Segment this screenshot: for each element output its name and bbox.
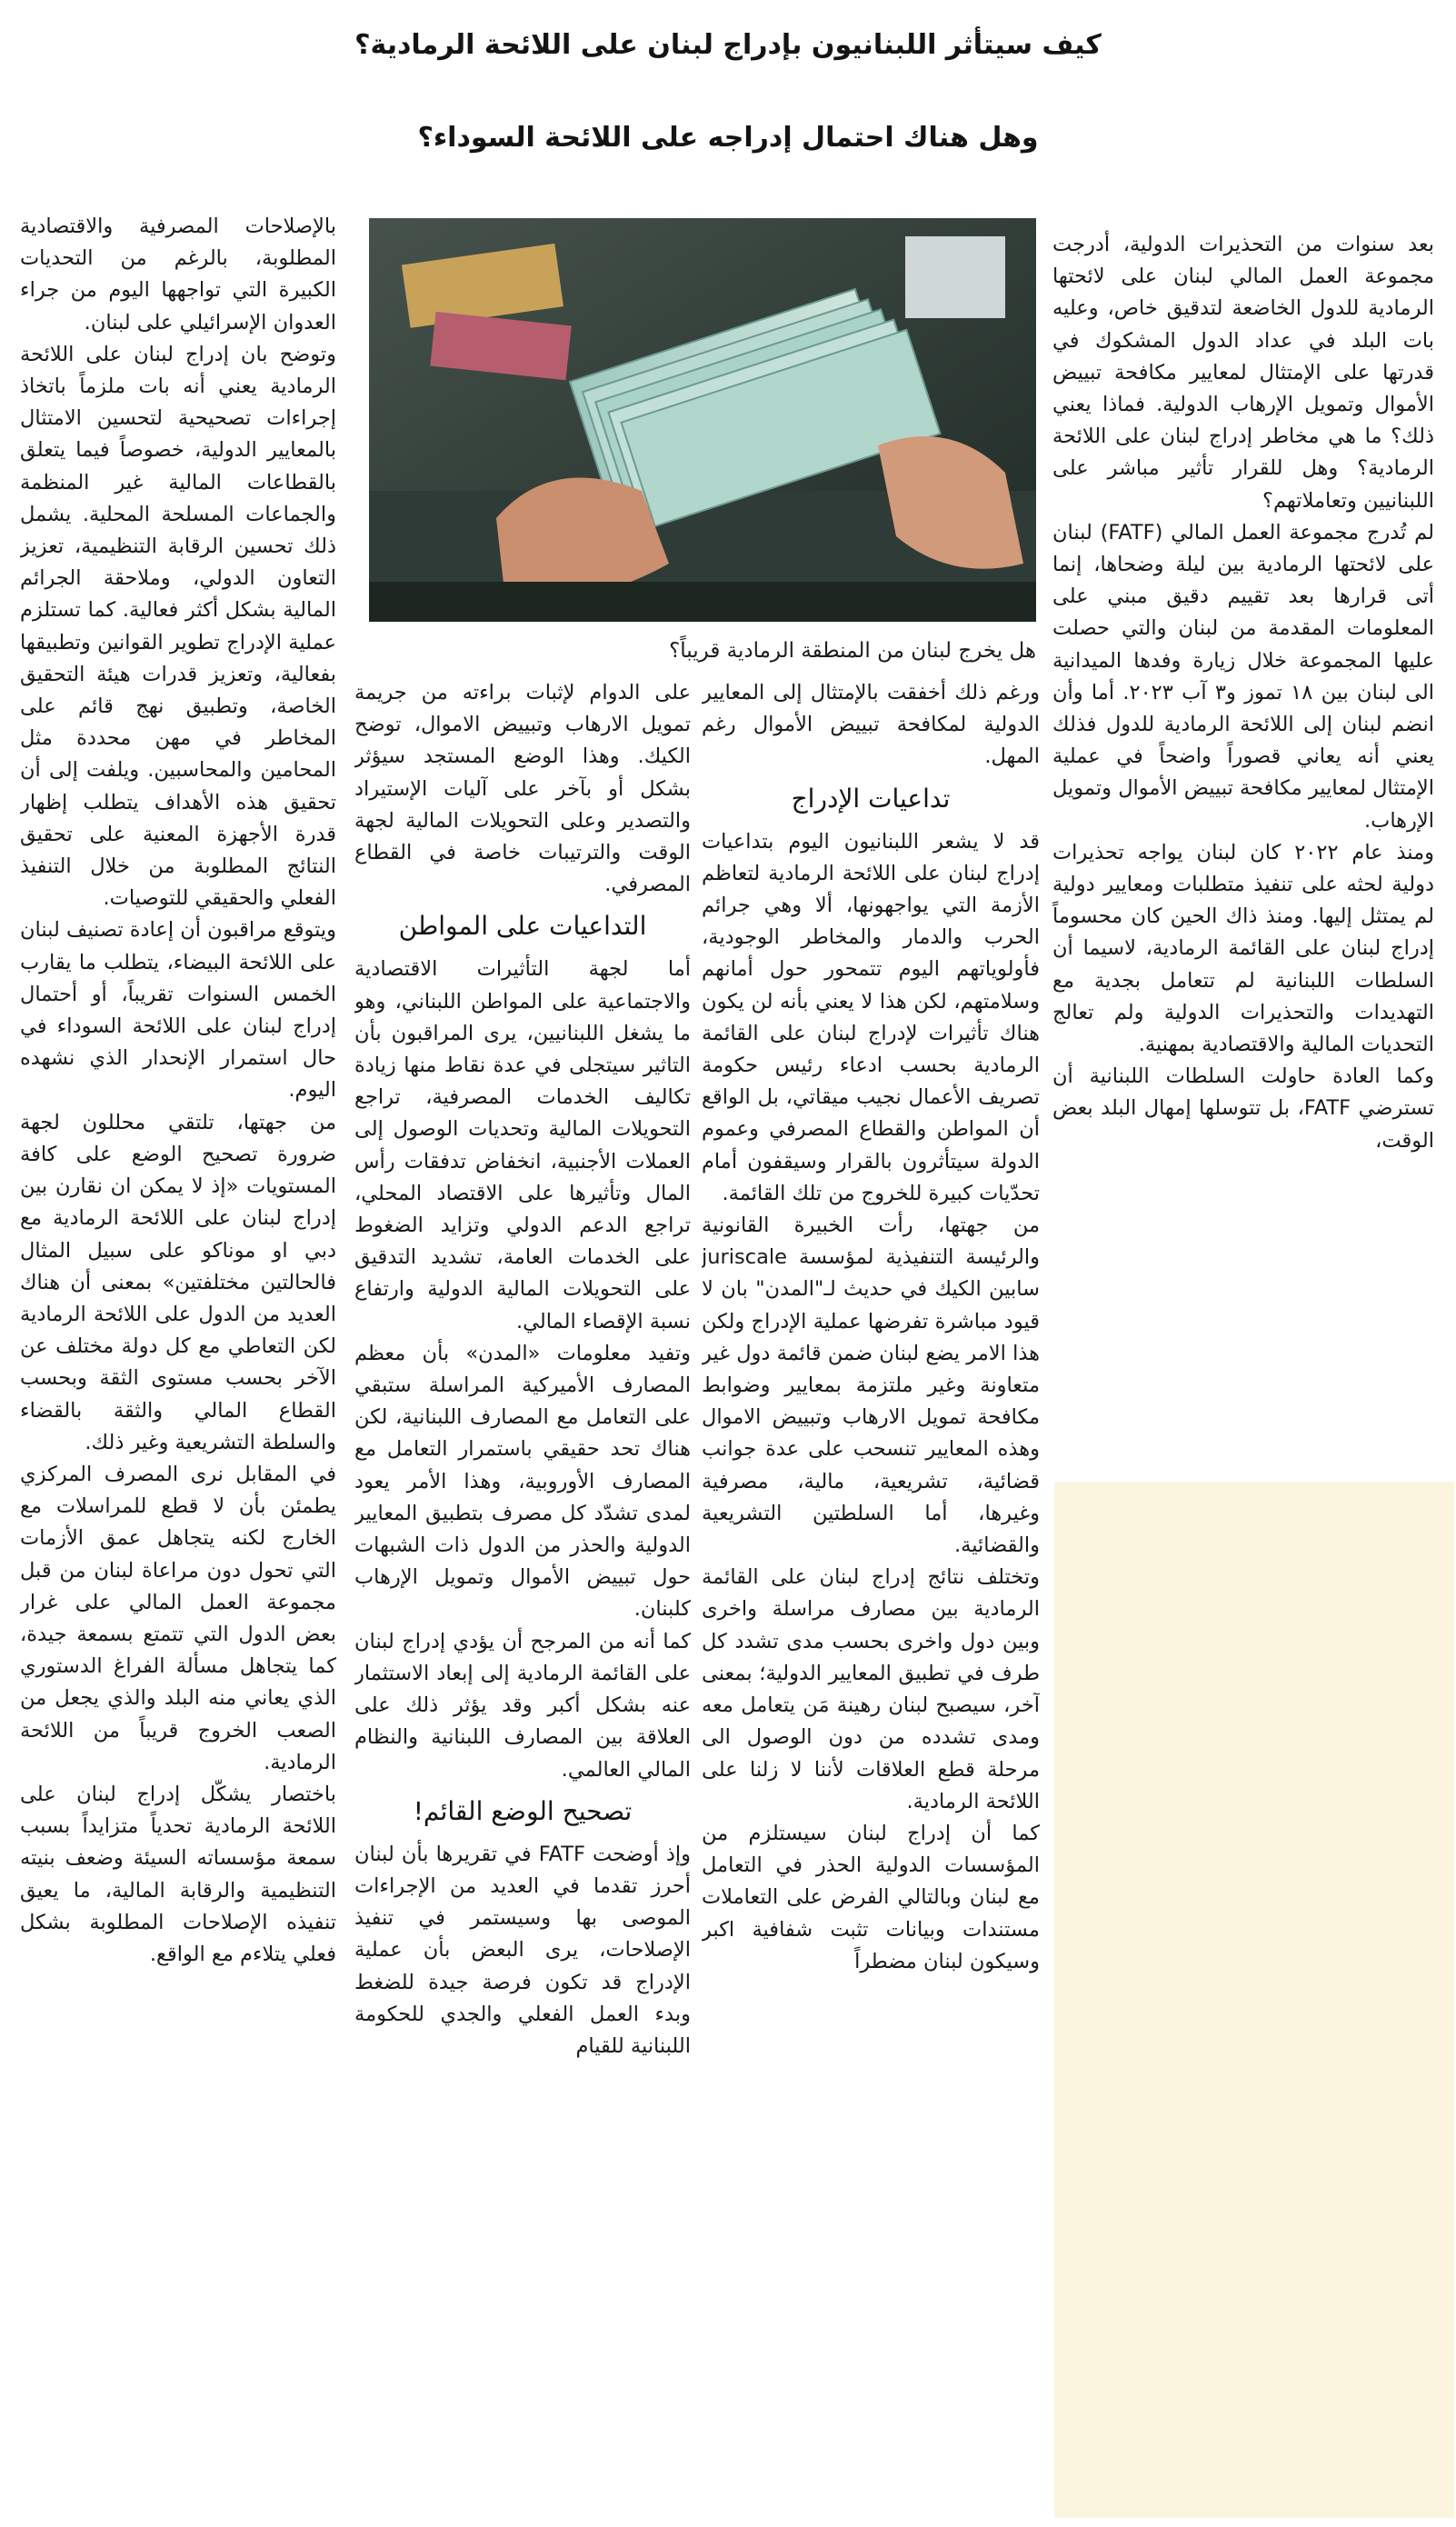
paragraph: أما لجهة التأثيرات الاقتصادية والاجتماعية على المواطن اللبناني، وهو ما يشغل اللبنانيين، يرى المراقبون بأن التاثير سيتجلى في عدة نقاط منها زيادة تكاليف الخدمات المصرفية، تراجع التحويلات المالية وتحديات الوصول إلى العملات الأجنبية، انخفاض تدفقات رأس المال وتأثيرها على الاقتصاد المحلي، تراجع الدعم الدولي وتزايد الضغوط على الخدمات العامة، تشديد التدقيق على التحويلات المالية الدولية وارتفاع نسبة الإقصاء المالي. <box>354 957 691 1333</box>
paragraph: كما أن إدراج لبنان سيستلزم من المؤسسات الدولية الحذر في التعامل مع لبنان وبالتالي الفرض على التعاملات مستندات وبيانات تثبت شفافية اكبر وسيكون لبنان مضطراً <box>702 1821 1040 1973</box>
paragraph: بالإصلاحات المصرفية والاقتصادية المطلوبة، بالرغم من التحديات الكبيرة التي تواجهها اليوم من جراء العدوان الإسرائيلي على لبنان. <box>20 215 336 335</box>
paragraph: على الدوام لإثبات براءته من جريمة تمويل الارهاب وتبييض الاموال، توضح الكيك. وهذا الوضع المستجد سيؤثر بشكل أو بآخر على آليات الإستيراد والتصدير وعلى التحويلات المالية لجهة الوقت والترتيبات خاصة في القطاع المصرفي. <box>354 681 691 897</box>
paragraph: وتفيد معلومات «المدن» بأن معظم المصارف الأميركية المراسلة ستبقي على التعامل مع المصارف اللبنانية، لكن هناك تحد حقيقي باستمرار التعامل مع المصارف الأوروبية، وهذا الأمر يعود لمدى تشدّد كل مصرف بتطبيق المعايير الدولية والحذر من الدول ذات الشبهات حول تبييض الأموال وتمويل الإرهاب كلبنان. <box>354 1341 691 1622</box>
paragraph: في المقابل نرى المصرف المركزي يطمئن بأن لا قطع للمراسلات مع الخارج لكنه يتجاهل عمق الأزمات التي تحول دون مراعاة لبنان من قبل مجموعة العمل المالي على غرار بعض الدول التي تتمتع بسمعة جيدة، كما يتجاهل مسألة الفراغ الدستوري الذي يعاني منه البلد والذي يجعل من الصعب الخروج قريباً من اللائحة الرمادية. <box>20 1462 336 1774</box>
article-column-1 <box>1052 229 1434 1474</box>
paragraph: لم تُدرج مجموعة العمل المالي (FATF) لبنان على لائحتها الرمادية بين ليلة وضحاها، إنما أتى قرارها بعد تقييم دقيق مبني على المعلومات المقدمة من لبنان والتي حصلت عليها المجموعة خلال زيارة وفدها الميدانية الى لبنان بين ١٨ تموز و٣ آب ٢٠٢٣. أما وأن انضم لبنان إلى اللائحة الرمادية للدول فذلك يعني أنه يعاني قصوراً واضحاً في عملية الإمتثال لمعايير مكافحة تبييض الأموال وتمويل الإرهاب. <box>1052 520 1434 833</box>
article-column-3 <box>354 677 691 2504</box>
highlight-background <box>1054 1482 1454 2518</box>
paragraph: قد لا يشعر اللبنانيون اليوم بتداعيات إدراج لبنان على اللائحة الرمادية لتعاظم الأزمة التي يواجهونها، ألا وهي جرائم الحرب والدمار والمخاطر الوجودية، فأولوياتهم اليوم تتمحور حول أمانهم وسلامتهم، لكن هذا لا يعني بأنه لن يكون هناك تأثيرات لإدراج لبنان على القائمة الرمادية بحسب ادعاء رئيس حكومة تصريف الأعمال نجيب ميقاتي، بل الواقع أن المواطن والقطاع المصرفي وعموم الدولة سيتأثرون بالقرار وسيقفون أمام تحدّيات كبيرة للخروج من تلك القائمة. <box>702 829 1040 1205</box>
article-column-4 <box>20 211 336 2511</box>
paragraph: من جهتها، رأت الخبيرة القانونية والرئيسة التنفيذية لمؤسسة juriscale سابين الكيك في حديث لـ"المدن" بان لا قيود مباشرة تفرضها عملية الإدراج ولكن هذا الامر يضع لبنان ضمن قائمة دول غير متعاونة وغير ملتزمة بمعايير وضوابط مكافحة تمويل الارهاب وتبييض الاموال وهذه المعايير تنسحب على عدة جوانب قضائية، تشريعية، مالية، مصرفية وغيرها، أما السلطتين التشريعية والقضائية. <box>702 1214 1040 1558</box>
paragraph: ورغم ذلك أخفقت بالإمتثال إلى المعايير الدولية لمكافحة تبييض الأموال رغم المهل. <box>702 681 1040 769</box>
photo-caption: هل يخرج لبنان من المنطقة الرمادية قريباً؟ <box>669 639 1036 663</box>
headline-line-1: كيف سيتأثر اللبنانيون بإدراج لبنان على اللائحة الرمادية؟ <box>354 29 1102 61</box>
headline-line-2: وهل هناك احتمال إدراجه على اللائحة السوداء؟ <box>417 122 1039 154</box>
article-column-2 <box>702 677 1040 2504</box>
paragraph: كما أنه من المرجح أن يؤدي إدراج لبنان على القائمة الرمادية إلى إبعاد الاستثمار عنه بشكل أكبر وقد يؤثر ذلك على العلاقة بين المصارف اللبنانية والنظام المالي العالمي. <box>354 1629 691 1782</box>
paragraph: من جهتها، تلتقي محللون لجهة ضرورة تصحيح الوضع على كافة المستويات «إذ لا يمكن ان نقارن بين إدراج لبنان على اللائحة الرمادية مع دبي او موناكو على سبيل المثال فالحالتين مختلفتين» بمعنى أن هناك العديد من الدول على اللائحة الرمادية لكن التعاطي مع كل دولة مختلف عن الآخر بحسب مستوى الثقة وبحسب القطاع المالي والثقة بالقضاء والسلطة التشريعية وغير ذلك. <box>20 1110 336 1454</box>
paragraph: وتختلف نتائج إدراج لبنان على القائمة الرمادية بين مصارف مراسلة واخرى وبين دول واخرى بحسب مدى تشدد كل طرف في تطبيق المعايير الدولية؛ بمعنى آخر، سيصبح لبنان رهينة مَن يتعامل معه ومدى تشدده من دون الوصول الى مرحلة قطع العلاقات لأننا لا زلنا على اللائحة الرمادية. <box>702 1565 1040 1813</box>
article-photo <box>369 218 1036 622</box>
section-heading: تصحيح الوضع القائم! <box>413 1795 633 1826</box>
section-heading: تداعيات الإدراج <box>791 783 951 814</box>
paragraph: بعد سنوات من التحذيرات الدولية، أدرجت مجموعة العمل المالي لبنان على لائحتها الرمادية للدول الخاضعة لتدقيق خاص، وعليه بات البلد في عداد الدول المشكوك في قدرتها على الإمتثال لمعايير مكافحة تبييض الأموال وتمويل الإرهاب الدولية. فماذا يعني ذلك؟ ما هي مخاطر إدراج لبنان على اللائحة الرمادية؟ وهل للقرار تأثير مباشر على اللبنانيين وتعاملاتهم؟ <box>1052 233 1434 513</box>
section-heading: التداعيات على المواطن <box>398 911 647 942</box>
paragraph: ويتوقع مراقبون أن إعادة تصنيف لبنان على اللائحة البيضاء، يتطلب ما يقارب الخمس السنوات تقريباً، أو أحتمال إدراج لبنان على اللائحة السوداء في حال استمرار الإنحدار الذي نشهده اليوم. <box>20 918 336 1103</box>
paragraph: وتوضح بان إدراج لبنان على اللائحة الرمادية يعني أنه بات ملزماً باتخاذ إجراءات تصحيحية لتحسين الامتثال بالمعايير الدولية، خصوصاً فيما يتعلق بالقطاعات المالية غير المنظمة والجماعات المسلحة المحلية. يشمل ذلك تحسين الرقابة التنظيمية، تعزيز التعاون الدولي، وملاحقة الجرائم المالية بشكل أكثر فعالية. كما تستلزم عملية الإدراج تطوير القوانين وتطبيقها بفعالية، وتعزيز قدرات هيئة التحقيق الخاصة، وتطبيق نهج قائم على المخاطر في مهن محددة مثل المحامين والمحاسبين. ويلفت إلى أن تحقيق هذه الأهداف يتطلب إظهار قدرة الأجهزة المعنية على تحقيق النتائج المطلوبة من خلال التنفيذ الفعلي والحقيقي للتوصيات. <box>20 342 336 911</box>
paragraph: وكما العادة حاولت السلطات اللبنانية أن تسترضي FATF، بل تتوسلها إمهال البلد بعض الوقت، <box>1052 1064 1434 1153</box>
paragraph: ومنذ عام ٢٠٢٢ كان لبنان يواجه تحذيرات دولية لحثه على تنفيذ متطلبات ومعايير دولية لم يمتثل إليها. ومنذ ذاك الحين كان محسوماً إدراج لبنان على القائمة الرمادية، لاسيما أن السلطات اللبنانية لم تتعامل بجدية مع التهديدات والتحذيرات الدولية ولم تعالج التحديات المالية والاقتصادية بمهنية. <box>1052 840 1434 1057</box>
paragraph: وإذ أوضحت FATF في تقريرها بأن لبنان أحرز تقدما في العديد من الإجراءات الموصى بها وسيستمر في تنفيذ الإصلاحات، يرى البعض بأن عملية الإدراج قد تكون فرصة جيدة للضغط وبدء العمل الفعلي والجدي للحكومة اللبنانية للقيام <box>354 1842 691 2058</box>
paragraph: باختصار يشكّل إدراج لبنان على اللائحة الرمادية تحدياً متزايداً بسبب سمعة مؤسساته السيئة وضعف بنيته التنظيمية والرقابة المالية، ما يعيق تنفيذه الإصلاحات المطلوبة بشكل فعلي يتلاءم مع الواقع. <box>20 1782 336 1966</box>
banknotes-photo <box>369 218 1036 622</box>
